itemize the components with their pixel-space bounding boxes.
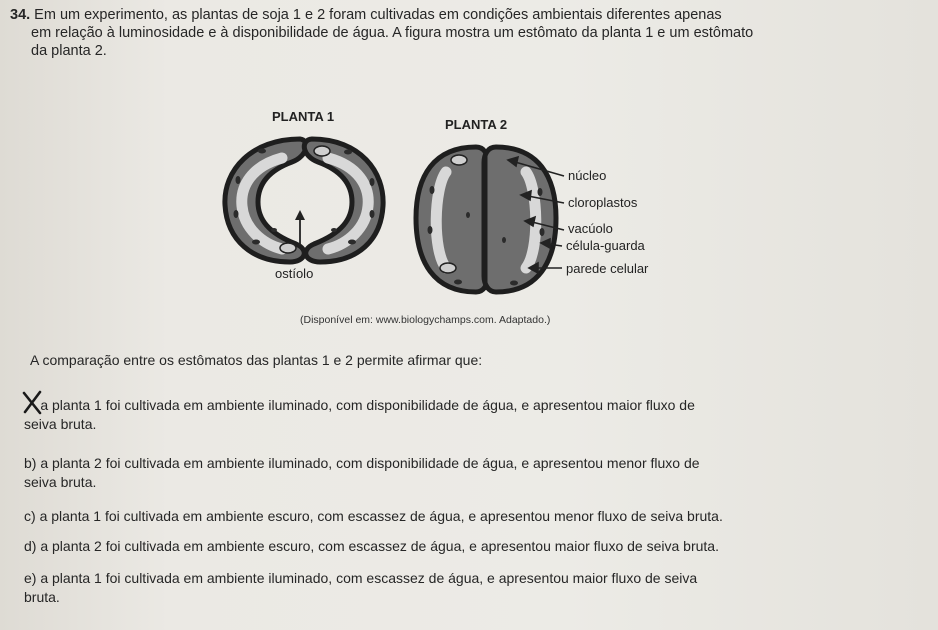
option-b-letter: b): [24, 455, 37, 471]
label-vacuolo: vacúolo: [568, 221, 613, 236]
label-plant-2: PLANTA 2: [445, 117, 508, 132]
label-parede-celular: parede celular: [566, 261, 649, 276]
label-cloroplastos: cloroplastos: [568, 195, 638, 210]
option-e-text-1: a planta 1 foi cultivada em ambiente iluminado, com escassez de água, e apresentou maior fluxo de seiva: [40, 570, 698, 586]
option-d[interactable]: [24, 537, 859, 556]
option-e-letter: e): [24, 570, 37, 586]
option-a-text-1: a planta 1 foi cultivada em ambiente iluminado, com disponibilidade de água, e apresentou maior fluxo de: [40, 397, 695, 413]
option-e-text-2: bruta.: [24, 589, 60, 605]
option-a[interactable]: [24, 396, 859, 434]
figure-source: (Disponível em: www.biologychamps.com. Adaptado.): [300, 314, 551, 326]
option-c[interactable]: [24, 507, 859, 526]
label-nucleo: núcleo: [568, 168, 607, 183]
question-intro-text-1: Em um experimento, as plantas de soja 1 e 2 foram cultivadas em condições ambientais diferentes apenas: [34, 7, 722, 23]
plant-2-right-guard-cell: [484, 147, 556, 292]
option-c-text-1: a planta 1 foi cultivada em ambiente escuro, com escassez de água, e apresentou menor fluxo de seiva bruta.: [39, 508, 723, 524]
option-b-text-1: a planta 2 foi cultivada em ambiente iluminado, com disponibilidade de água, e apresentou menor fluxo de: [40, 455, 700, 471]
question-prompt: A comparação entre os estômatos das plantas 1 e 2 permite afirmar que:: [30, 352, 483, 368]
option-d-text-1: a planta 2 foi cultivada em ambiente escuro, com escassez de água, e apresentou maior fluxo de seiva bruta.: [40, 538, 719, 554]
question-number: 34.: [10, 7, 31, 23]
question-intro-line-2: em relação à luminosidade e à disponibilidade de água. A figura mostra um estômato da planta 1 e um estômato: [31, 25, 754, 41]
option-b-text-2: seiva bruta.: [24, 474, 97, 490]
option-d-letter: d): [24, 538, 37, 554]
question-intro-line-3: da planta 2.: [31, 43, 107, 59]
plant-1-stoma: [225, 139, 383, 262]
option-a-text-2: seiva bruta.: [24, 416, 97, 432]
label-plant-1: PLANTA 1: [272, 109, 335, 124]
option-b[interactable]: [24, 454, 859, 492]
label-ostiolo: ostíolo: [275, 266, 314, 281]
option-c-letter: c): [24, 508, 36, 524]
label-celula-guarda: célula-guarda: [566, 238, 645, 253]
option-e[interactable]: [24, 569, 859, 607]
